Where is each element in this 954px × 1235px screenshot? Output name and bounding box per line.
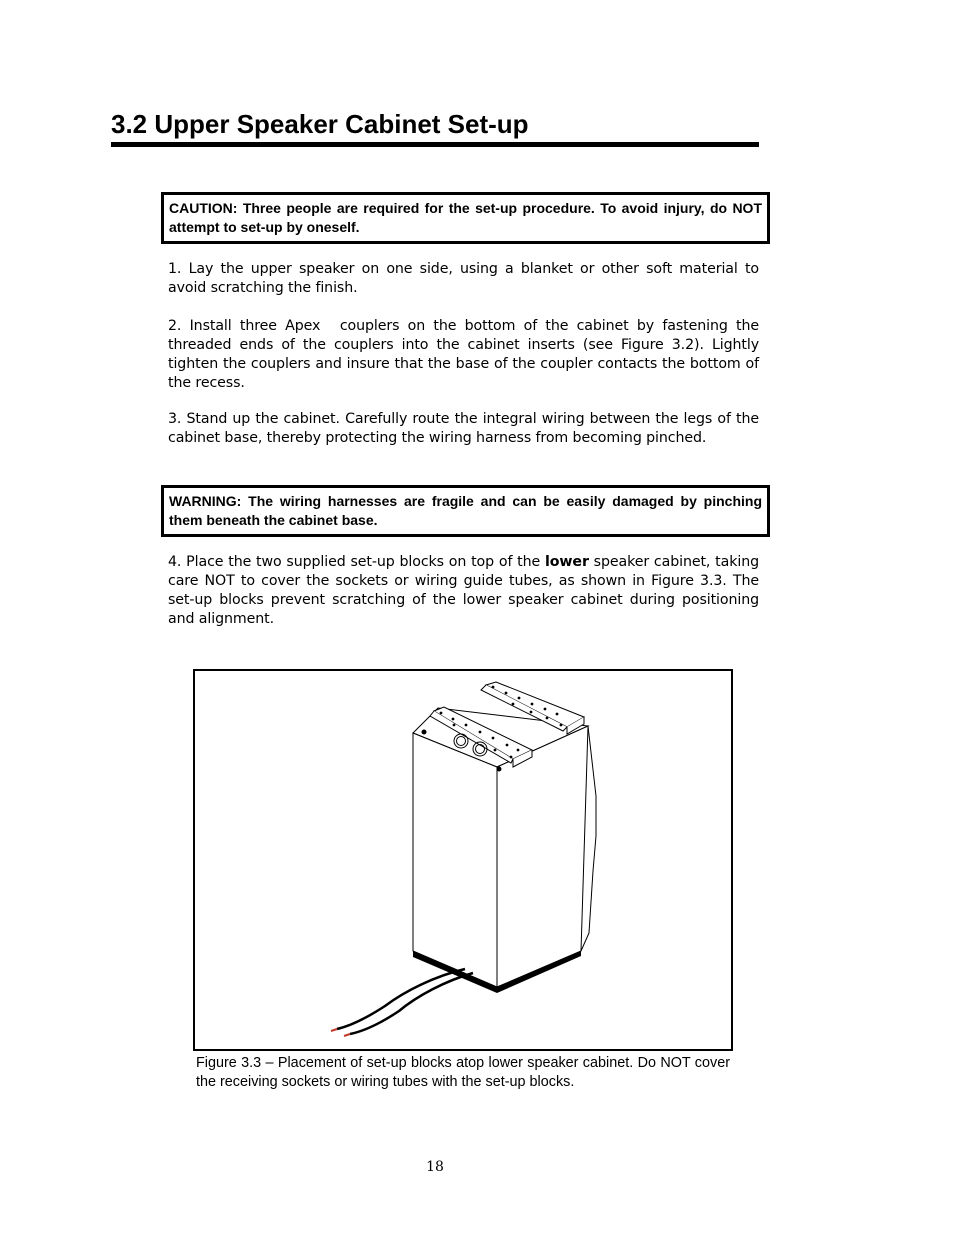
step-4-text-start: 4. Place the two supplied set-up blocks on top of the: [168, 554, 545, 570]
wiring-harness: [337, 969, 473, 1034]
caution-box: CAUTION: Three people are required for the set-up procedure. To avoid injury, do NOT attempt to set-up by oneself.: [161, 192, 770, 244]
figure-3-3: [193, 669, 733, 1051]
step-4-text-end: speaker cabinet, taking care NOT to cover the sockets or wiring guide tubes, as shown in Figure 3.3. The set-up blocks prevent scratching of the lower speaker cabinet during positioning and alignment.: [168, 554, 759, 627]
figure-caption: Figure 3.3 – Placement of set-up blocks atop lower speaker cabinet. Do NOT cover the receiving sockets or wiring tubes with the set-up blocks.: [196, 1055, 730, 1090]
page-number: 18: [426, 1159, 444, 1175]
step-1-paragraph: 1. Lay the upper speaker on one side, using a blanket or other soft material to avoid scratching the finish.: [168, 261, 759, 296]
cabinet-front-face: [413, 733, 497, 987]
wire-ends: [331, 1029, 350, 1036]
cabinet-side-face: [497, 726, 588, 987]
step-2-paragraph: 2. Install three Apex couplers on the bottom of the cabinet by fastening the threaded ends of the couplers into the cabinet inserts (see Figure 3.2). Lightly tighten the couplers and insure that the base of the coupler contacts the bottom of the recess.: [168, 318, 759, 391]
step-3-paragraph: 3. Stand up the cabinet. Carefully route the integral wiring between the legs of the cabinet base, thereby protecting the wiring harness from becoming pinched.: [168, 411, 759, 446]
step-4-emphasis: lower: [545, 554, 589, 570]
warning-box: WARNING: The wiring harnesses are fragile and can be easily damaged by pinching them beneath the cabinet base.: [161, 485, 770, 537]
section-heading: 3.2 Upper Speaker Cabinet Set-up: [111, 108, 759, 147]
speaker-cabinet-illustration: [195, 671, 731, 1049]
step-4-paragraph: [168, 553, 759, 629]
